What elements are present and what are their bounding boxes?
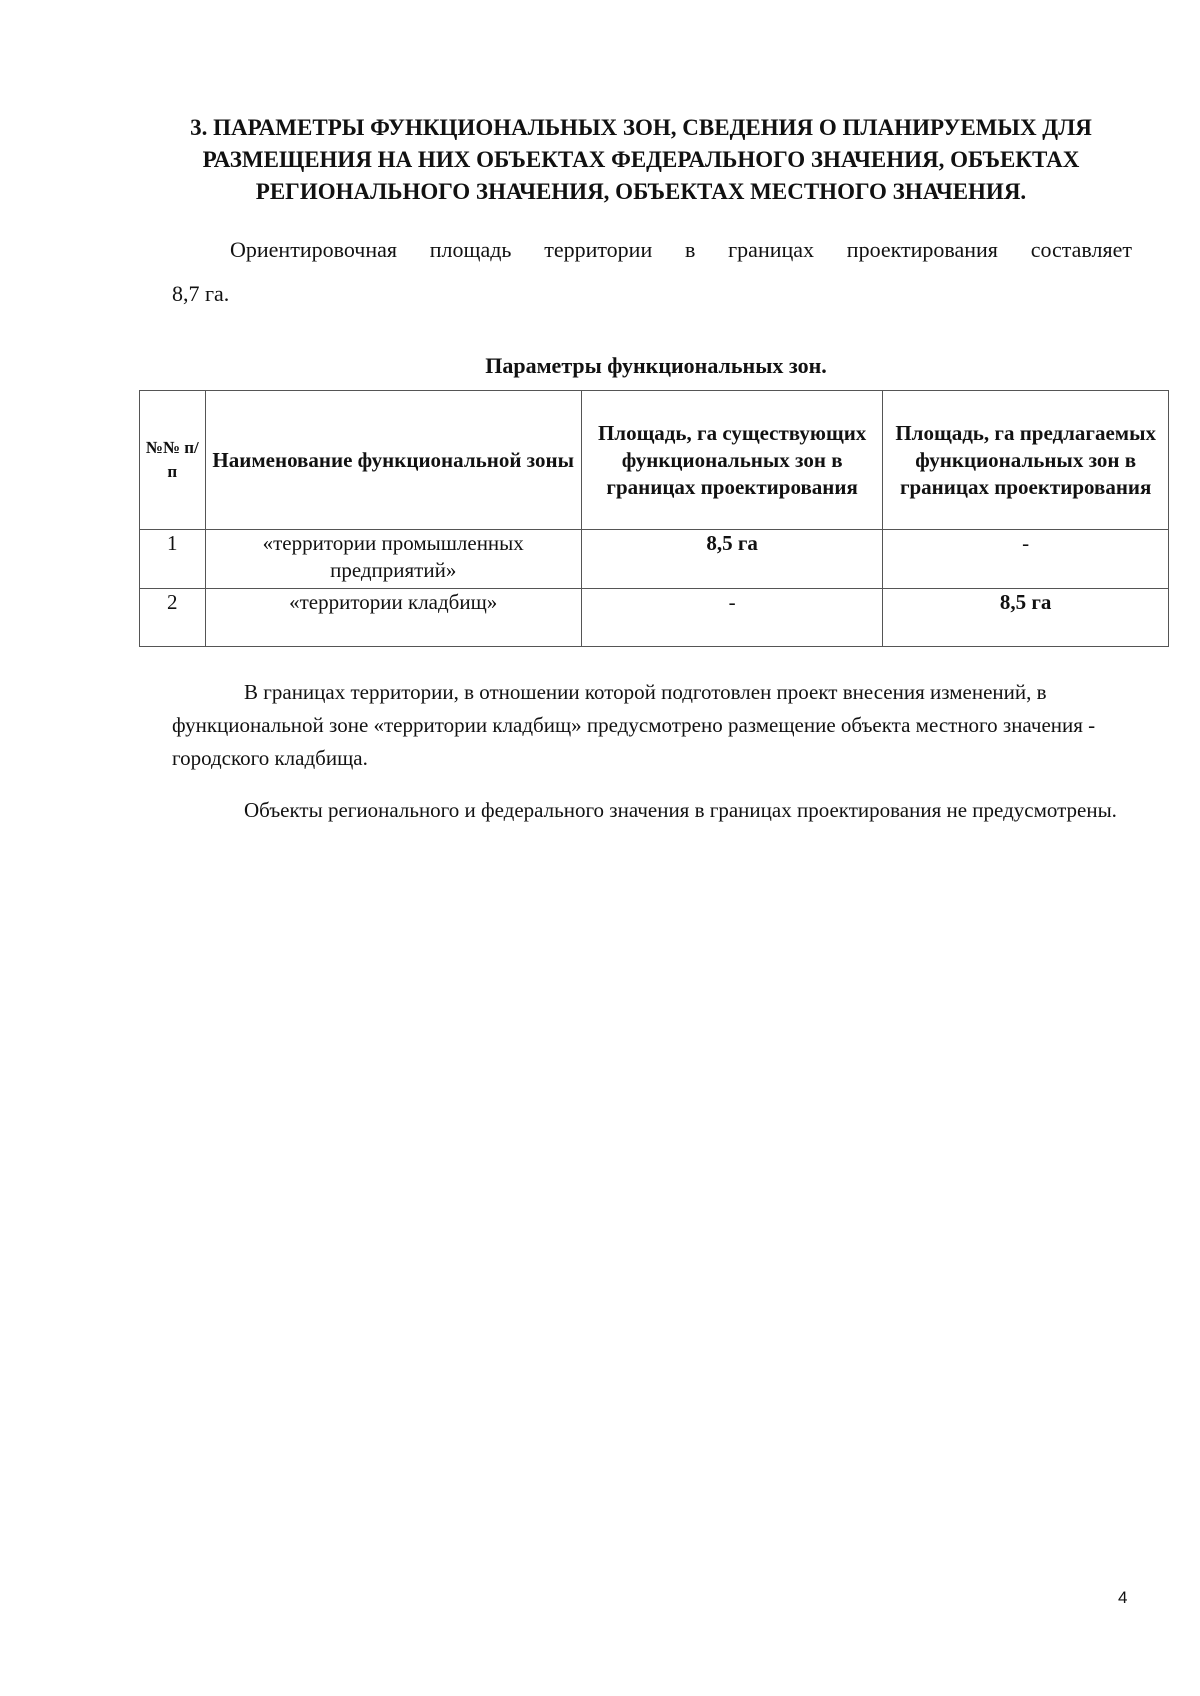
cell-existing-area: 8,5 га bbox=[581, 530, 882, 589]
table-row bbox=[140, 589, 1169, 647]
body-paragraph: В границах территории, в отношении которой подготовлен проект внесения изменений, в функциональной зоне «территории кладбищ» предусмотрено размещение объекта местного значения - городского кладбища. bbox=[172, 680, 1096, 770]
header-existing-area: Площадь, га существующих функциональных зон в границах проектирования bbox=[581, 391, 882, 530]
intro-paragraph bbox=[172, 228, 1132, 316]
cell-existing-area: - bbox=[581, 589, 882, 647]
cell-zone-name: «территории кладбищ» bbox=[205, 589, 581, 647]
section-heading-line: РЕГИОНАЛЬНОГО ЗНАЧЕНИЯ, ОБЪЕКТАХ МЕСТНОГО ЗНАЧЕНИЯ. bbox=[255, 179, 1027, 204]
section-heading-line: 3. ПАРАМЕТРЫ ФУНКЦИОНАЛЬНЫХ ЗОН, СВЕДЕНИЯ О ПЛАНИРУЕМЫХ ДЛЯ bbox=[190, 115, 1092, 140]
header-proposed-area: Площадь, га предлагаемых функциональных зон в границах проектирования bbox=[883, 391, 1169, 530]
cell-proposed-area: - bbox=[883, 530, 1169, 589]
table-caption: Параметры функциональных зон. bbox=[485, 353, 827, 378]
section-heading-line: РАЗМЕЩЕНИЯ НА НИХ ОБЪЕКТАХ ФЕДЕРАЛЬНОГО ЗНАЧЕНИЯ, ОБЪЕКТАХ bbox=[202, 147, 1080, 172]
body-paragraph: Объекты регионального и федерального значения в границах проектирования не предусмотрены. bbox=[244, 798, 1117, 822]
cell-number: 2 bbox=[140, 589, 206, 647]
table-row bbox=[140, 530, 1169, 589]
cell-proposed-area: 8,5 га bbox=[883, 589, 1169, 647]
header-number: №№ п/п bbox=[140, 391, 206, 530]
intro-line: Ориентировочная площадь территории в границах проектирования составляет bbox=[230, 237, 1132, 262]
cell-zone-name: «территории промышленных предприятий» bbox=[205, 530, 581, 589]
intro-line: 8,7 га. bbox=[172, 281, 230, 306]
header-zone-name: Наименование функциональной зоны bbox=[205, 391, 581, 530]
page-number: 4 bbox=[1118, 1588, 1128, 1607]
table-header-row bbox=[140, 391, 1169, 530]
cell-number: 1 bbox=[140, 530, 206, 589]
functional-zones-table bbox=[139, 390, 1169, 647]
section-heading bbox=[160, 112, 1122, 208]
